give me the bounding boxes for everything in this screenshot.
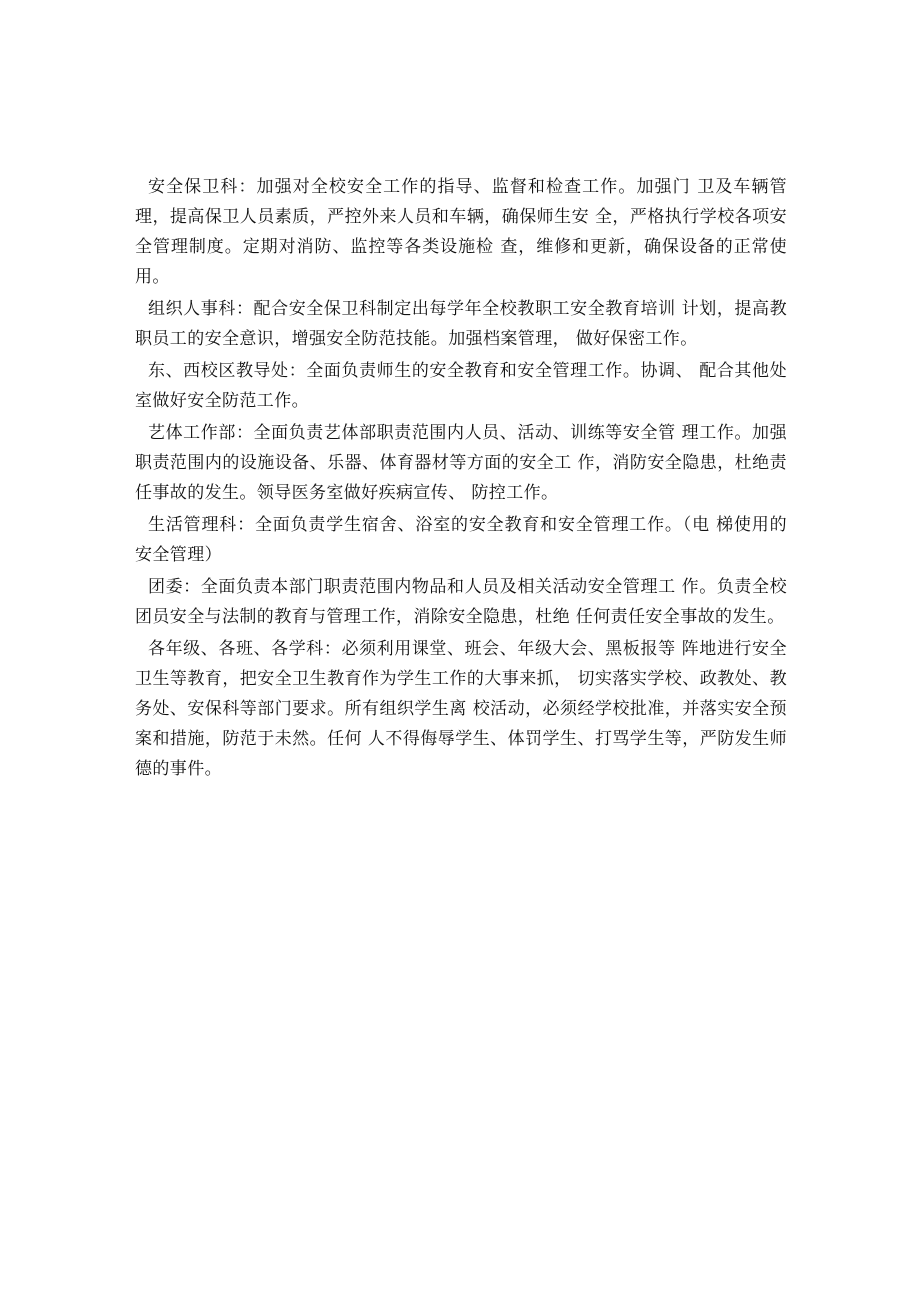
- paragraph-arts-sports-dept: 艺体工作部：全面负责艺体部职责范围内人员、活动、训练等安全管 理工作。加强职责范围内的设施设备、乐器、体育器材等方面的安全工 作，消防安全隐患，杜绝责任事故的发生。领导医务室做好疾病宣传、 防控工作。: [135, 423, 787, 503]
- paragraph-personnel-dept: 组织人事科：配合安全保卫科制定出每学年全校教职工安全教育培训 计划，提高教职员工的安全意识，增强安全防范技能。加强档案管理， 做好保密工作。: [135, 299, 787, 349]
- paragraph-teaching-office: 东、西校区教导处：全面负责师生的安全教育和安全管理工作。协调、 配合其他处室做好安全防范工作。: [135, 361, 787, 411]
- paragraph-grades-classes: 各年级、各班、各学科：必须利用课堂、班会、年级大会、黑板报等 阵地进行安全卫生等教育，把安全卫生教育作为学生工作的大事来抓， 切实落实学校、政教处、教务处、安保科等部门要求。所有组织学生离 校活动，必须经学校批准，并落实安全预案和措施，防范于未然。任何 人不得侮辱学生、体罚学生、打骂学生等，严防发生师德的事件。: [135, 639, 787, 779]
- document-page: [135, 172, 787, 786]
- paragraph-living-management: 生活管理科：全面负责学生宿舍、浴室的安全教育和安全管理工作。（电 梯使用的安全管理）: [135, 515, 787, 565]
- paragraph-youth-league: 团委：全面负责本部门职责范围内物品和人员及相关活动安全管理工 作。负责全校团员安全与法制的教育与管理工作，消除安全隐患，杜绝 任何责任安全事故的发生。: [135, 577, 787, 627]
- paragraph-security-dept: 安全保卫科：加强对全校安全工作的指导、监督和检查工作。加强门 卫及车辆管理，提高保卫人员素质，严控外来人员和车辆，确保师生安 全，严格执行学校各项安全管理制度。定期对消防、监控等各类设施检 查，维修和更新，确保设备的正常使用。: [135, 177, 787, 287]
